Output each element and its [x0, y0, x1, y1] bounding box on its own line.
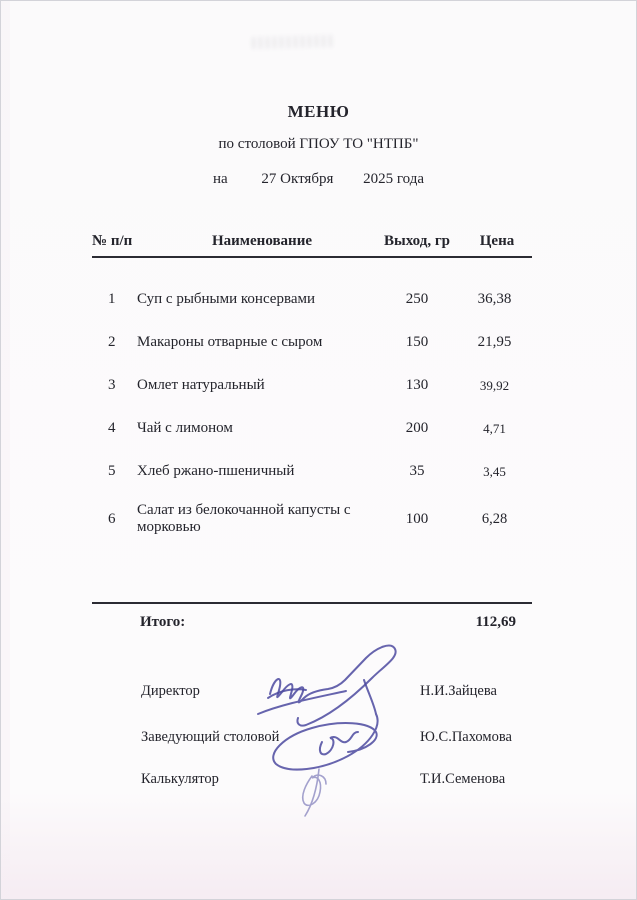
column-header-price: Цена — [479, 233, 515, 249]
price: 36,38 — [477, 291, 512, 307]
price: 4,71 — [483, 420, 506, 436]
totals-value: 112,69 — [475, 614, 516, 630]
column-header-name: Наименование — [212, 233, 312, 249]
row-number: 3 — [108, 377, 116, 393]
dish-name: Салат из белокочанной капусты с морковью — [137, 502, 351, 535]
price: 3,45 — [483, 463, 506, 479]
column-header-output: Выход, гр — [384, 233, 450, 249]
table-row — [92, 450, 532, 493]
table-row — [92, 407, 532, 450]
date-day: 27 Октября — [261, 171, 334, 187]
row-number: 4 — [108, 420, 116, 436]
dish-name: Чай с лимоном — [137, 420, 233, 436]
signature-role: Директор — [141, 683, 200, 699]
output-grams: 200 — [405, 420, 429, 436]
signature-role: Заведующий столовой — [141, 729, 280, 745]
output-grams: 100 — [405, 510, 429, 527]
row-number: 5 — [108, 463, 116, 479]
output-grams: 250 — [405, 291, 429, 307]
totals-label: Итого: — [140, 614, 186, 630]
menu-table — [92, 233, 532, 545]
signature-role: Калькулятор — [141, 771, 219, 787]
table-row — [92, 321, 532, 364]
table-body — [92, 258, 532, 545]
price: 39,92 — [479, 377, 510, 393]
price: 6,28 — [481, 510, 508, 527]
signature-ink-director — [258, 646, 396, 726]
document-subtitle: по столовой ГПОУ ТО "НТПБ" — [218, 136, 419, 152]
dish-name: Макароны отварные с сыром — [137, 334, 323, 350]
row-number: 1 — [108, 291, 116, 307]
table-row — [92, 278, 532, 321]
document-date — [0, 171, 637, 188]
totals-row — [92, 602, 532, 631]
signature-name: Т.И.Семенова — [420, 771, 506, 787]
date-prefix: на — [212, 171, 228, 187]
price: 21,95 — [477, 334, 512, 350]
output-grams: 35 — [409, 463, 425, 479]
page-title: МЕНЮ — [287, 102, 350, 121]
table-header — [92, 233, 532, 258]
table-row — [92, 493, 532, 545]
signature-ink-calculator — [303, 769, 326, 816]
signature-ink-manager — [268, 680, 378, 770]
dish-name: Хлеб ржано-пшеничный — [137, 463, 295, 479]
dish-name: Омлет натуральный — [137, 377, 265, 393]
row-number: 6 — [108, 510, 116, 527]
dish-name: Суп с рыбными консервами — [137, 291, 316, 307]
handwritten-signatures — [248, 628, 418, 818]
ink-bleed-through — [252, 35, 334, 49]
signature-name: Ю.С.Пахомова — [420, 729, 512, 745]
date-year: 2025 года — [363, 171, 425, 187]
output-grams: 130 — [405, 377, 429, 393]
output-grams: 150 — [405, 334, 429, 350]
row-number: 2 — [108, 334, 116, 350]
column-header-number: № п/п — [92, 233, 133, 249]
signature-name: Н.И.Зайцева — [420, 683, 497, 699]
table-row — [92, 364, 532, 407]
